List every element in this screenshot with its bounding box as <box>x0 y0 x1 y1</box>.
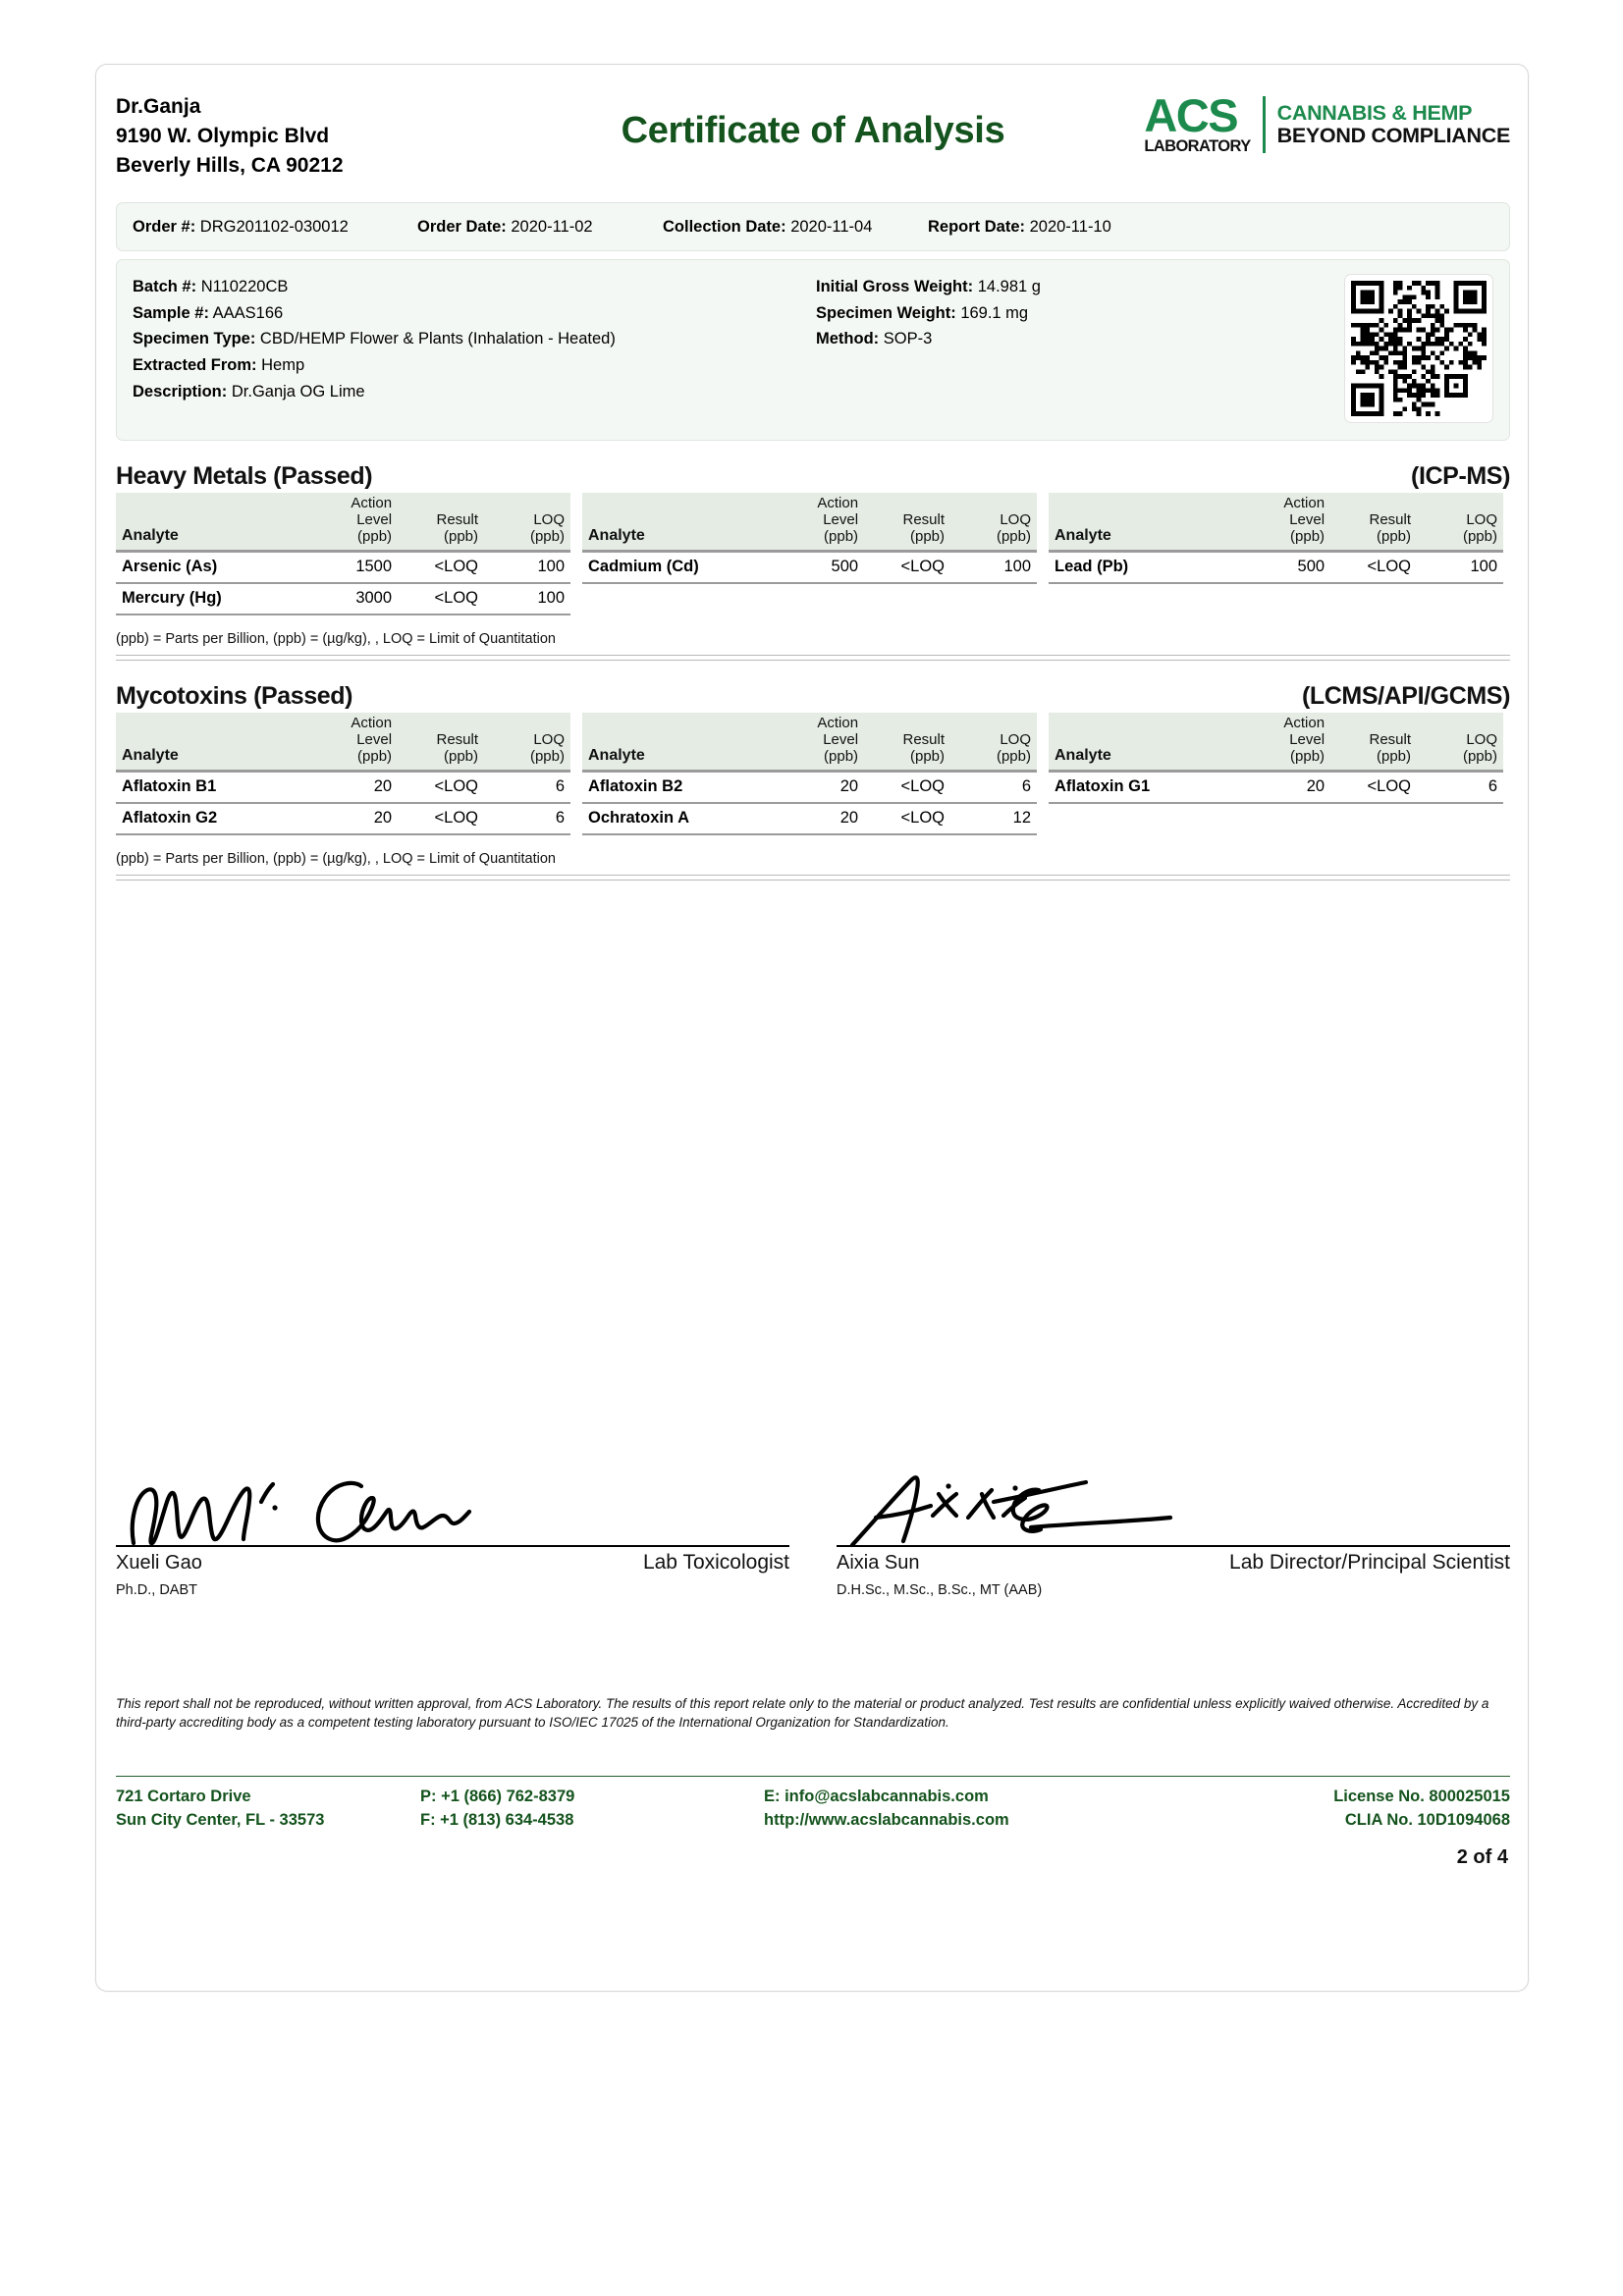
col-analyte: Analyte <box>582 713 773 772</box>
cell-loq: 6 <box>484 803 570 834</box>
col-loq <box>950 493 1037 552</box>
col-action-level-unit: (ppb) <box>824 527 859 545</box>
page-number: 2 of 4 <box>1456 1846 1508 1868</box>
logo-tagline-2: BEYOND COMPLIANCE <box>1276 123 1510 147</box>
col-loq-l1: LOQ <box>1000 730 1031 748</box>
analyte-table <box>582 493 1037 584</box>
cell-loq: 6 <box>1417 772 1503 803</box>
cell-loq: 6 <box>950 772 1037 803</box>
analyte-table <box>1049 713 1503 804</box>
section-header <box>116 462 1510 491</box>
initial-gross-weight-value: 14.981 g <box>977 278 1041 295</box>
col-action-level <box>1239 493 1330 552</box>
col-loq-l1: LOQ <box>1466 730 1497 748</box>
sample-info-box <box>116 259 1510 441</box>
cell-loq: 100 <box>484 552 570 583</box>
col-loq-unit: (ppb) <box>529 527 565 545</box>
order-date-label: Order Date: <box>417 217 507 236</box>
col-action-level <box>306 493 398 552</box>
section-divider <box>116 655 1510 656</box>
collection-date-value: 2020-11-04 <box>790 217 873 236</box>
col-result <box>1330 493 1417 552</box>
results-table <box>1049 493 1503 615</box>
col-analyte: Analyte <box>116 713 306 772</box>
col-result <box>864 493 950 552</box>
col-result <box>398 713 484 772</box>
section-title: Heavy Metals (Passed) <box>116 462 373 490</box>
table-row <box>582 772 1037 803</box>
table-body <box>582 772 1037 834</box>
signer-role: Lab Director/Principal Scientist <box>1229 1551 1510 1574</box>
cell-analyte: Arsenic (As) <box>116 552 306 583</box>
col-result-l1: Result <box>1369 730 1412 748</box>
footer-divider <box>116 1776 1510 1777</box>
cell-analyte: Aflatoxin G1 <box>1049 772 1239 803</box>
results-table <box>582 493 1037 615</box>
company-address-line2: Beverly Hills, CA 90212 <box>116 153 344 177</box>
table-head <box>582 493 1037 552</box>
cell-loq: 100 <box>1417 552 1503 583</box>
col-analyte: Analyte <box>1049 493 1239 552</box>
table-row <box>116 772 570 803</box>
results-table <box>1049 713 1503 835</box>
col-loq-unit: (ppb) <box>1462 527 1497 545</box>
cell-analyte: Cadmium (Cd) <box>582 552 773 583</box>
col-action-level <box>773 713 864 772</box>
col-loq <box>484 493 570 552</box>
cell-result: <LOQ <box>398 552 484 583</box>
order-date-value: 2020-11-02 <box>511 217 593 236</box>
col-result-unit: (ppb) <box>1376 527 1412 545</box>
footer-phone: P: +1 (866) 762-8379 <box>420 1788 575 1805</box>
qr-code-icon <box>1351 281 1487 416</box>
col-action-level-l2: Level <box>823 510 859 528</box>
table-row <box>582 803 1037 834</box>
results-table <box>116 493 570 615</box>
section-footnote: (ppb) = Parts per Billion, (ppb) = (µg/kg), , LOQ = Limit of Quantitation <box>116 630 556 647</box>
cell-loq: 6 <box>484 772 570 803</box>
table-head <box>116 713 570 772</box>
cell-action-level: 20 <box>773 772 864 803</box>
col-result-l1: Result <box>902 510 946 528</box>
col-action-level-l1: Action <box>1283 714 1325 731</box>
col-action-level-l1: Action <box>817 714 859 731</box>
col-result-l1: Result <box>436 510 479 528</box>
table-header-row <box>116 493 570 552</box>
order-number-field <box>133 218 417 237</box>
col-analyte: Analyte <box>116 493 306 552</box>
table-body <box>582 552 1037 583</box>
method-field <box>816 326 1041 352</box>
col-action-level <box>306 713 398 772</box>
col-action-level-l1: Action <box>351 495 393 511</box>
logo-tagline-1: CANNABIS & HEMP <box>1276 100 1473 125</box>
col-loq-l1: LOQ <box>533 510 565 528</box>
cell-result: <LOQ <box>1330 772 1417 803</box>
cell-result: <LOQ <box>398 772 484 803</box>
cell-loq: 100 <box>950 552 1037 583</box>
order-date-field <box>417 218 663 237</box>
handwritten-signature-icon <box>126 1472 548 1549</box>
sample-number-value: AAAS166 <box>212 303 284 322</box>
table-row <box>116 552 570 583</box>
footer-contact-block <box>764 1785 1216 1833</box>
section-footnote: (ppb) = Parts per Billion, (ppb) = (µg/kg), , LOQ = Limit of Quantitation <box>116 850 556 867</box>
col-action-level-unit: (ppb) <box>1290 527 1325 545</box>
footer-license-block <box>1216 1785 1510 1833</box>
specimen-weight-field <box>816 300 1041 327</box>
specimen-weight-value: 169.1 mg <box>960 303 1029 322</box>
order-info-bar <box>116 202 1510 251</box>
col-result-unit: (ppb) <box>909 527 946 545</box>
table-head <box>582 713 1037 772</box>
description-value: Dr.Ganja OG Lime <box>231 382 365 400</box>
section-divider-2 <box>116 880 1510 881</box>
table-row <box>116 803 570 834</box>
report-page <box>95 64 1529 1992</box>
section-method: (ICP-MS) <box>1411 462 1510 490</box>
table-body <box>116 552 570 614</box>
extracted-from-value: Hemp <box>261 356 305 375</box>
page-title: Certificate of Analysis <box>621 110 1005 151</box>
col-loq-l1: LOQ <box>1000 510 1031 528</box>
disclaimer-text: This report shall not be reproduced, without written approval, from ACS Laboratory. The results of this report relate only to the material or product analyzed. Test results are confidential unless explicitly waived otherwise. Accredited by a third-party accrediting body as a competent testing laboratory pursuant to ISO/IEC 17025 of the International Organization for Standardization. <box>116 1696 1489 1731</box>
col-action-level-l1: Action <box>817 495 859 511</box>
col-result-l1: Result <box>902 730 946 748</box>
analysis-section <box>116 462 1510 661</box>
footer-clia: CLIA No. 10D1094068 <box>1344 1811 1510 1830</box>
col-action-level-l1: Action <box>1283 495 1325 511</box>
table-header-row <box>116 713 570 772</box>
table-head <box>1049 713 1503 772</box>
col-result-unit: (ppb) <box>1376 747 1412 765</box>
cell-action-level: 20 <box>306 772 398 803</box>
cell-analyte: Ochratoxin A <box>582 803 773 834</box>
footer-email[interactable]: E: info@acslabcannabis.com <box>764 1788 989 1805</box>
footer-address-line1: 721 Cortaro Drive <box>116 1788 251 1805</box>
acs-wordmark: ACS <box>1144 89 1238 141</box>
col-loq-unit: (ppb) <box>996 747 1031 765</box>
signer-credentials: D.H.Sc., M.Sc., B.Sc., MT (AAB) <box>837 1582 1043 1598</box>
signer-name: Aixia Sun <box>837 1552 920 1574</box>
table-header-row <box>1049 713 1503 772</box>
col-action-level-unit: (ppb) <box>824 747 859 765</box>
col-action-level-l2: Level <box>356 730 393 748</box>
description-label: Description: <box>133 382 228 400</box>
col-result-l1: Result <box>436 730 479 748</box>
cell-action-level: 500 <box>773 552 864 583</box>
description-field <box>133 379 616 405</box>
section-divider-2 <box>116 660 1510 661</box>
specimen-type-label: Specimen Type: <box>133 330 256 348</box>
section-tables <box>116 493 1510 615</box>
cell-action-level: 20 <box>1239 772 1330 803</box>
table-row <box>1049 772 1503 803</box>
report-date-field <box>928 218 1111 237</box>
col-analyte: Analyte <box>582 493 773 552</box>
batch-field <box>133 274 616 300</box>
cell-result: <LOQ <box>1330 552 1417 583</box>
cell-result: <LOQ <box>398 803 484 834</box>
order-number-value: DRG201102-030012 <box>199 217 349 236</box>
section-header <box>116 682 1510 711</box>
col-loq <box>1417 493 1503 552</box>
table-row <box>116 583 570 614</box>
cell-loq: 12 <box>950 803 1037 834</box>
col-result <box>864 713 950 772</box>
col-result-unit: (ppb) <box>443 527 479 545</box>
sample-number-field <box>133 300 616 327</box>
report-date-value: 2020-11-10 <box>1029 217 1111 236</box>
col-result-unit: (ppb) <box>443 747 479 765</box>
page-header <box>116 82 1510 190</box>
analyte-table <box>1049 493 1503 584</box>
company-name: Dr.Ganja <box>116 95 201 118</box>
sample-info-right <box>816 274 1041 352</box>
col-action-level-unit: (ppb) <box>357 747 393 765</box>
section-method: (LCMS/API/GCMS) <box>1301 681 1510 710</box>
collection-date-label: Collection Date: <box>663 217 786 236</box>
signatures-area <box>116 1468 1510 1598</box>
cell-result: <LOQ <box>864 552 950 583</box>
cell-result: <LOQ <box>398 583 484 614</box>
cell-action-level: 3000 <box>306 583 398 614</box>
signer-role: Lab Toxicologist <box>642 1551 789 1574</box>
handwritten-signature-icon <box>846 1472 1269 1549</box>
signature-block-lab-director <box>837 1468 1510 1598</box>
cell-analyte: Aflatoxin G2 <box>116 803 306 834</box>
col-loq-unit: (ppb) <box>1462 747 1497 765</box>
table-row <box>1049 552 1503 583</box>
cell-analyte: Aflatoxin B1 <box>116 772 306 803</box>
table-body <box>1049 772 1503 803</box>
cell-action-level: 1500 <box>306 552 398 583</box>
col-loq-l1: LOQ <box>1466 510 1497 528</box>
col-action-level-l2: Level <box>1289 510 1325 528</box>
section-tables <box>116 713 1510 835</box>
table-header-row <box>1049 493 1503 552</box>
footer-phone-block <box>420 1785 764 1833</box>
results-table <box>116 713 570 835</box>
col-result <box>398 493 484 552</box>
sample-info-left <box>133 274 616 405</box>
acs-laboratory-text: LABORATORY <box>1144 137 1251 156</box>
company-address-line1: 9190 W. Olympic Blvd <box>116 124 330 147</box>
analysis-section <box>116 682 1510 881</box>
col-loq-unit: (ppb) <box>996 527 1031 545</box>
section-title: Mycotoxins (Passed) <box>116 681 353 710</box>
extracted-from-field <box>133 352 616 379</box>
col-action-level-l1: Action <box>351 714 393 731</box>
table-body <box>1049 552 1503 583</box>
cell-loq: 100 <box>484 583 570 614</box>
extracted-from-label: Extracted From: <box>133 356 257 375</box>
method-label: Method: <box>816 330 880 348</box>
logo-divider <box>1263 96 1266 153</box>
table-header-row <box>582 493 1037 552</box>
specimen-weight-label: Specimen Weight: <box>816 303 956 322</box>
analysis-sections <box>116 462 1510 881</box>
col-action-level <box>1239 713 1330 772</box>
signature-image-xueli-gao <box>116 1468 789 1545</box>
analyte-table <box>116 493 570 615</box>
qr-code[interactable] <box>1344 274 1493 423</box>
analyte-table <box>116 713 570 835</box>
footer-website[interactable]: http://www.acslabcannabis.com <box>764 1811 1009 1830</box>
col-action-level-l2: Level <box>1289 730 1325 748</box>
collection-date-field <box>663 218 928 237</box>
page-footer <box>116 1785 1510 1833</box>
initial-gross-weight-label: Initial Gross Weight: <box>816 278 974 295</box>
order-number-label: Order #: <box>133 217 196 236</box>
col-analyte: Analyte <box>1049 713 1239 772</box>
cell-action-level: 500 <box>1239 552 1330 583</box>
footer-license: License No. 800025015 <box>1333 1788 1510 1805</box>
footer-fax: F: +1 (813) 634-4538 <box>420 1811 574 1830</box>
col-result <box>1330 713 1417 772</box>
footer-address-line2: Sun City Center, FL - 33573 <box>116 1811 325 1830</box>
table-head <box>116 493 570 552</box>
cell-result: <LOQ <box>864 772 950 803</box>
table-head <box>1049 493 1503 552</box>
sample-number-label: Sample #: <box>133 303 209 322</box>
col-action-level <box>773 493 864 552</box>
col-loq <box>1417 713 1503 772</box>
batch-value: N110220CB <box>200 278 289 295</box>
signature-image-aixia-sun <box>837 1468 1510 1545</box>
col-action-level-unit: (ppb) <box>357 527 393 545</box>
footer-address <box>116 1785 420 1833</box>
col-action-level-l2: Level <box>356 510 393 528</box>
cell-analyte: Mercury (Hg) <box>116 583 306 614</box>
cell-analyte: Aflatoxin B2 <box>582 772 773 803</box>
section-divider <box>116 875 1510 876</box>
signer-name: Xueli Gao <box>116 1552 202 1574</box>
col-result-unit: (ppb) <box>909 747 946 765</box>
col-loq <box>484 713 570 772</box>
results-table <box>582 713 1037 835</box>
col-result-l1: Result <box>1369 510 1412 528</box>
method-value: SOP-3 <box>883 330 933 348</box>
table-header-row <box>582 713 1037 772</box>
batch-label: Batch #: <box>133 278 197 295</box>
signer-credentials: Ph.D., DABT <box>116 1582 197 1598</box>
cell-action-level: 20 <box>773 803 864 834</box>
analyte-table <box>582 713 1037 835</box>
col-action-level-unit: (ppb) <box>1290 747 1325 765</box>
table-body <box>116 772 570 834</box>
col-loq-l1: LOQ <box>533 730 565 748</box>
cell-action-level: 20 <box>306 803 398 834</box>
initial-gross-weight-field <box>816 274 1041 300</box>
cell-analyte: Lead (Pb) <box>1049 552 1239 583</box>
report-date-label: Report Date: <box>928 217 1026 236</box>
table-row <box>582 552 1037 583</box>
signature-block-toxicologist <box>116 1468 789 1598</box>
cell-result: <LOQ <box>864 803 950 834</box>
col-action-level-l2: Level <box>823 730 859 748</box>
acs-logo <box>1137 89 1510 156</box>
col-loq <box>950 713 1037 772</box>
col-loq-unit: (ppb) <box>529 747 565 765</box>
specimen-type-value: CBD/HEMP Flower & Plants (Inhalation - Heated) <box>259 330 616 348</box>
specimen-type-field <box>133 326 616 352</box>
